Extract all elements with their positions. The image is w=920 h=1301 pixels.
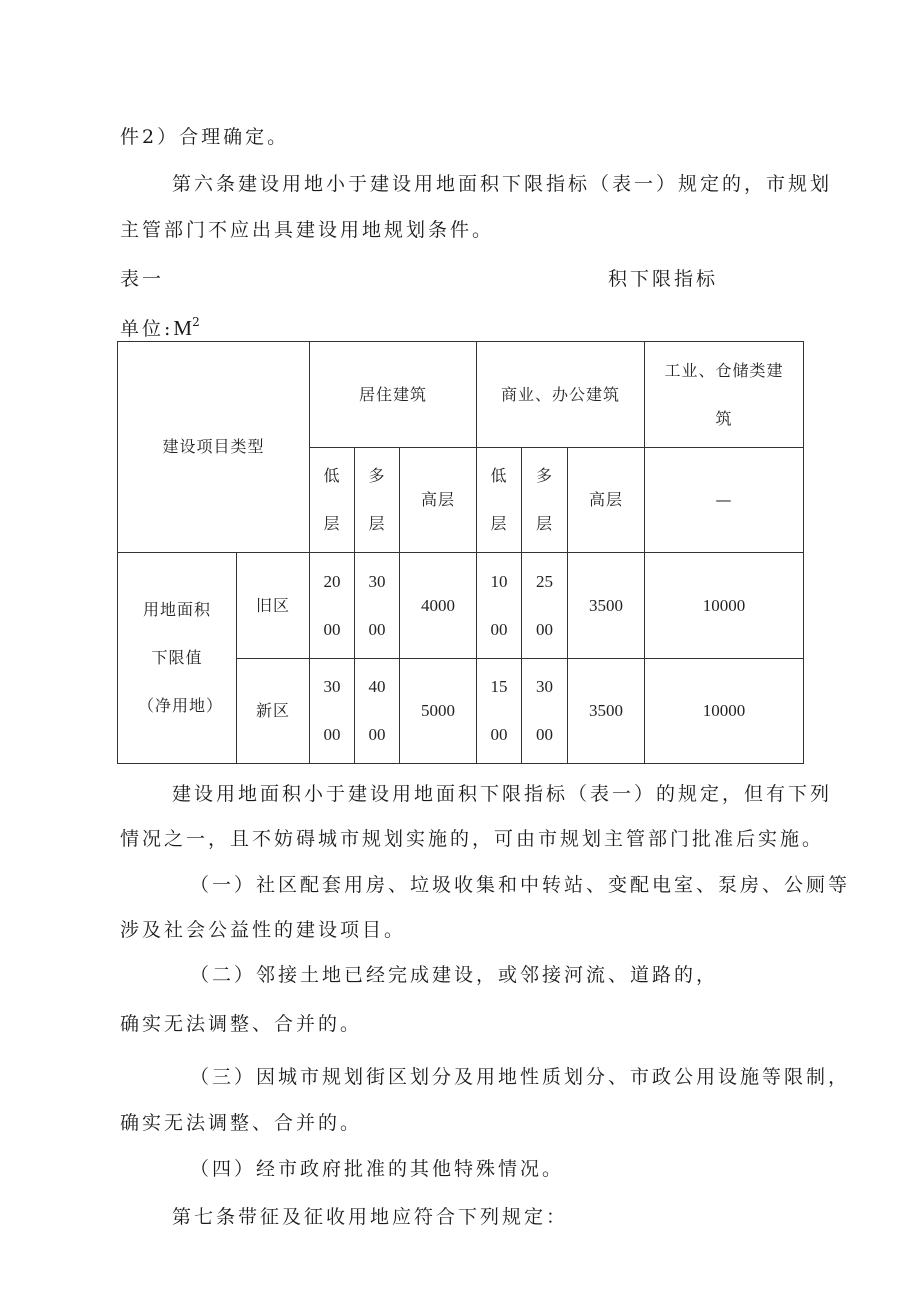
new-res-high: 5000 (400, 659, 477, 764)
res-multi-header: 多层 (355, 448, 400, 553)
line-item3-1: （三）因城市规划街区划分及用地性质划分、市政公用设施等限制， (190, 1066, 851, 1088)
unit-sup: 2 (192, 315, 203, 329)
table-label: 表一 (120, 268, 165, 290)
old-area-label: 旧区 (237, 553, 310, 659)
ind-dash: — (645, 448, 804, 553)
header-industrial: 工业、仓储类建筑 (645, 342, 804, 448)
line-p3-1: 建设用地面积小于建设用地面积下限指标（表一）的规定，但有下列 (172, 783, 833, 805)
com-multi-header: 多层 (522, 448, 568, 553)
line-art7: 第七条带征及征收用地应符合下列规定： (172, 1206, 569, 1228)
line-p2-1: 第六条建设用地小于建设用地面积下限指标（表一）规定的，市规划 (172, 173, 833, 195)
old-com-high: 3500 (568, 553, 645, 659)
new-ind: 10000 (645, 659, 804, 764)
new-com-low: 1500 (477, 659, 522, 764)
new-com-high: 3500 (568, 659, 645, 764)
area-limit-table (117, 341, 804, 764)
line-p1 (120, 128, 289, 147)
header-project-type: 建设项目类型 (118, 342, 310, 553)
header-commercial: 商业、办公建筑 (477, 342, 645, 448)
com-high-header: 高层 (568, 448, 645, 553)
old-res-multi: 3000 (355, 553, 400, 659)
new-res-multi: 4000 (355, 659, 400, 764)
unit-value: M (173, 316, 193, 340)
line-item4: （四）经市政府批准的其他特殊情况。 (190, 1158, 565, 1180)
unit-text: 单位: (120, 318, 174, 340)
line-p3-2: 情况之一，且不妨碍城市规划实施的，可由市规划主管部门批准后实施。 (120, 828, 825, 850)
header-residential: 居住建筑 (310, 342, 477, 448)
res-high-header: 高层 (400, 448, 477, 553)
line-p2-2: 主管部门不应出具建设用地规划条件。 (120, 219, 495, 241)
unit-label (120, 315, 203, 340)
com-low-header: 低层 (477, 448, 522, 553)
line-item2-2: 确实无法调整、合并的。 (120, 1013, 363, 1035)
old-ind: 10000 (645, 553, 804, 659)
table-title: 积下限指标 (608, 268, 719, 290)
line-item1-2: 涉及社会公益性的建设项目。 (120, 919, 407, 941)
old-res-low: 2000 (310, 553, 355, 659)
new-com-multi: 3000 (522, 659, 568, 764)
old-com-low: 1000 (477, 553, 522, 659)
res-low-header: 低层 (310, 448, 355, 553)
new-res-low: 3000 (310, 659, 355, 764)
row-header: 用地面积下限值（净用地） (118, 553, 237, 764)
line-item3-2: 确实无法调整、合并的。 (120, 1112, 363, 1134)
old-com-multi: 2500 (522, 553, 568, 659)
line-item2-1: （二）邻接土地已经完成建设，或邻接河流、道路的， (190, 964, 719, 986)
p1-text: 件2）合理确定。 (120, 126, 290, 148)
old-res-high: 4000 (400, 553, 477, 659)
new-area-label: 新区 (237, 659, 310, 764)
line-item1-1: （一）社区配套用房、垃圾收集和中转站、变配电室、泵房、公厕等 (190, 874, 851, 896)
